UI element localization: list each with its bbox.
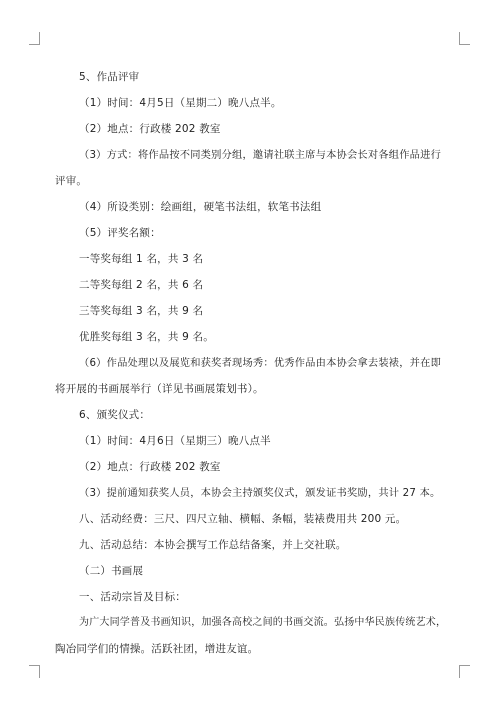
- crop-mark-top-right: [459, 32, 470, 45]
- paragraph-line: 陶冶同学们的情操。活跃社团，增进友谊。: [55, 643, 259, 655]
- paragraph-line: 二等奖每组 2 名，共 6 名: [79, 279, 204, 291]
- section-heading: 一、活动宗旨及目标：: [79, 591, 186, 603]
- section-heading: 5、作品评审: [79, 71, 140, 83]
- paragraph-line: （1）时间：4月6日（星期三）晚八点半: [79, 435, 271, 447]
- paragraph-line: （2）地点：行政楼 202 教室: [79, 123, 221, 135]
- crop-mark-bottom-left: [29, 665, 40, 678]
- paragraph-line: 八、活动经费：三尺、四尺立轴、横幅、条幅，装裱费用共 200 元。: [79, 513, 407, 525]
- paragraph-line: （4）所设类别：绘画组，硬笔书法组，软笔书法组: [79, 201, 322, 213]
- paragraph-line: 为广大同学普及书画知识，加强各高校之间的书画交流。弘扬中华民族传统艺术，: [79, 617, 447, 628]
- section-heading: （二）书画展: [79, 565, 144, 577]
- paragraph-line: （6）作品处理以及展览和获奖者现场秀：优秀作品由本协会拿去装裱，并在即: [79, 357, 442, 369]
- paragraph-line: （2）地点：行政楼 202 教室: [79, 461, 221, 473]
- crop-mark-top-left: [29, 32, 40, 45]
- paragraph-line: （3）提前通知获奖人员，本协会主持颁奖仪式，颁发证书奖励，共计 27 本。: [79, 487, 441, 499]
- paragraph-line: （5）评奖名额：: [79, 227, 161, 239]
- paragraph-line: 一等奖每组 1 名，共 3 名: [79, 253, 204, 265]
- paragraph-line: 将开展的书画展举行（详见书画展策划书）。: [55, 383, 264, 395]
- paragraph-line: 评审。: [55, 175, 88, 187]
- crop-mark-bottom-right: [459, 665, 470, 678]
- paragraph-line: 三等奖每组 3 名，共 9 名: [79, 305, 204, 317]
- paragraph-line: （3）方式：将作品按不同类别分组，邀请社联主席与本协会长对各组作品进行: [79, 149, 442, 161]
- paragraph-line: （1）时间：4月5日（星期二）晚八点半。: [79, 97, 282, 109]
- section-heading: 6、颁奖仪式：: [79, 409, 151, 421]
- paragraph-line: 九、活动总结：本协会撰写工作总结备案，并上交社联。: [79, 539, 347, 551]
- paragraph-line: 优胜奖每组 3 名，共 9 名。: [79, 331, 214, 343]
